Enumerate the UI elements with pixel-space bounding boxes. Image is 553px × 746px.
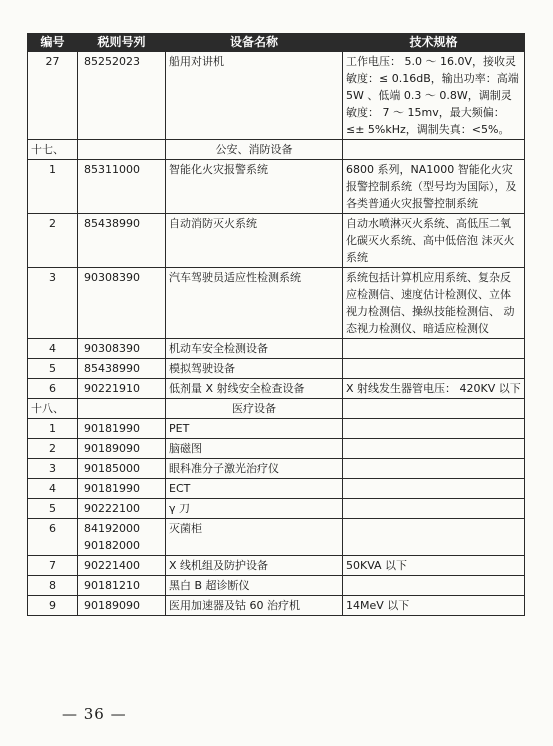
- tariff-code: 85311000: [78, 160, 166, 214]
- equipment-name: 模拟驾驶设备: [166, 359, 343, 379]
- table-row: [28, 576, 525, 596]
- technical-spec: [343, 499, 525, 519]
- technical-spec: 6800 系列，NA1000 智能化火灾报警控制系统（型号均为国际），及各类普通火灾报警控制系统: [343, 160, 525, 214]
- table-row: [28, 419, 525, 439]
- section-row: [28, 399, 525, 419]
- equipment-name: X 线机组及防护设备: [166, 556, 343, 576]
- table-row: [28, 379, 525, 399]
- technical-spec: 系统包括计算机应用系统、复杂反应检测信、速度估计检测仪、立体视力检测信、操纵技能检测信、 动态视力检测仪、暗适应检测仪: [343, 268, 525, 339]
- row-number: 2: [28, 214, 78, 268]
- row-number: 3: [28, 268, 78, 339]
- section-number: 十八、: [28, 399, 78, 419]
- tariff-code: 90181990: [78, 419, 166, 439]
- table-row: [28, 160, 525, 214]
- technical-spec: [343, 419, 525, 439]
- tariff-code: 90308390: [78, 268, 166, 339]
- section-title: 公安、消防设备: [166, 140, 343, 160]
- equipment-name: γ 刀: [166, 499, 343, 519]
- header-technical-spec: 技术规格: [343, 34, 525, 52]
- tariff-code: 85438990: [78, 214, 166, 268]
- table-row: [28, 214, 525, 268]
- row-number: 4: [28, 339, 78, 359]
- technical-spec: [343, 576, 525, 596]
- tariff-code: 84192000 90182000: [78, 519, 166, 556]
- row-number: 3: [28, 459, 78, 479]
- tariff-code: 90189090: [78, 596, 166, 616]
- equipment-name: 机动车安全检测设备: [166, 339, 343, 359]
- equipment-name: 船用对讲机: [166, 52, 343, 140]
- row-number: 8: [28, 576, 78, 596]
- tariff-code: 90189090: [78, 439, 166, 459]
- equipment-name: 灭菌柜: [166, 519, 343, 556]
- equipment-name: 医用加速器及钴 60 治疗机: [166, 596, 343, 616]
- technical-spec: [343, 359, 525, 379]
- table-row: [28, 519, 525, 556]
- equipment-name: 脑磁图: [166, 439, 343, 459]
- row-number: 1: [28, 419, 78, 439]
- technical-spec: X 射线发生器管电压： 420KV 以下: [343, 379, 525, 399]
- row-number: 5: [28, 499, 78, 519]
- tariff-code: 90308390: [78, 339, 166, 359]
- section-spec-cell: [343, 140, 525, 160]
- equipment-name: 自动消防灭火系统: [166, 214, 343, 268]
- page-number: — 36 —: [62, 705, 127, 723]
- row-number: 6: [28, 519, 78, 556]
- tariff-code: 90181990: [78, 479, 166, 499]
- table-row: [28, 596, 525, 616]
- tariff-code: 90185000: [78, 459, 166, 479]
- equipment-name: ECT: [166, 479, 343, 499]
- table-row: [28, 499, 525, 519]
- header-number: 编号: [28, 34, 78, 52]
- row-number: 5: [28, 359, 78, 379]
- table-row: [28, 556, 525, 576]
- row-number: 6: [28, 379, 78, 399]
- table-row: [28, 459, 525, 479]
- section-number: 十七、: [28, 140, 78, 160]
- equipment-name: 低剂量 X 射线安全检查设备: [166, 379, 343, 399]
- row-number: 7: [28, 556, 78, 576]
- table-row: [28, 479, 525, 499]
- header-equipment-name: 设备名称: [166, 34, 343, 52]
- table-row: [28, 52, 525, 140]
- row-number: 4: [28, 479, 78, 499]
- table-body: [28, 52, 525, 616]
- table-row: [28, 339, 525, 359]
- tariff-code: 90222100: [78, 499, 166, 519]
- tariff-code: 85252023: [78, 52, 166, 140]
- equipment-name: 黑白 B 超诊断仪: [166, 576, 343, 596]
- equipment-name: 眼科准分子激光治疗仪: [166, 459, 343, 479]
- technical-spec: 工作电压： 5.0 ～ 16.0V，接收灵敏度：≤ 0.16dB，输出功率：高端 5W 、低端 0.3 ～ 0.8W，调制灵敏度： 7 ～ 15mv，最大频偏：≤± 5%kHz，调制失真：<5%。: [343, 52, 525, 140]
- section-row: [28, 140, 525, 160]
- technical-spec: 自动水喷淋灭火系统、高低压二氧化碳灭火系统、高中低倍泡 沫灭火系统: [343, 214, 525, 268]
- table-header-row: [28, 34, 525, 52]
- table-row: [28, 439, 525, 459]
- tariff-code: 90221400: [78, 556, 166, 576]
- section-code-cell: [78, 140, 166, 160]
- equipment-name: 汽车驾驶员适应性检测系统: [166, 268, 343, 339]
- technical-spec: [343, 479, 525, 499]
- row-number: 9: [28, 596, 78, 616]
- section-code-cell: [78, 399, 166, 419]
- tariff-code: 90221910: [78, 379, 166, 399]
- row-number: 1: [28, 160, 78, 214]
- row-number: 2: [28, 439, 78, 459]
- tariff-code: 85438990: [78, 359, 166, 379]
- table-row: [28, 268, 525, 339]
- header-tariff-code: 税则号列: [78, 34, 166, 52]
- technical-spec: 50KVA 以下: [343, 556, 525, 576]
- row-number: 27: [28, 52, 78, 140]
- section-spec-cell: [343, 399, 525, 419]
- technical-spec: [343, 439, 525, 459]
- equipment-name: 智能化火灾报警系统: [166, 160, 343, 214]
- equipment-table: [27, 33, 525, 616]
- tariff-code: 90181210: [78, 576, 166, 596]
- technical-spec: [343, 519, 525, 556]
- equipment-name: PET: [166, 419, 343, 439]
- technical-spec: [343, 459, 525, 479]
- table-row: [28, 359, 525, 379]
- section-title: 医疗设备: [166, 399, 343, 419]
- technical-spec: [343, 339, 525, 359]
- technical-spec: 14MeV 以下: [343, 596, 525, 616]
